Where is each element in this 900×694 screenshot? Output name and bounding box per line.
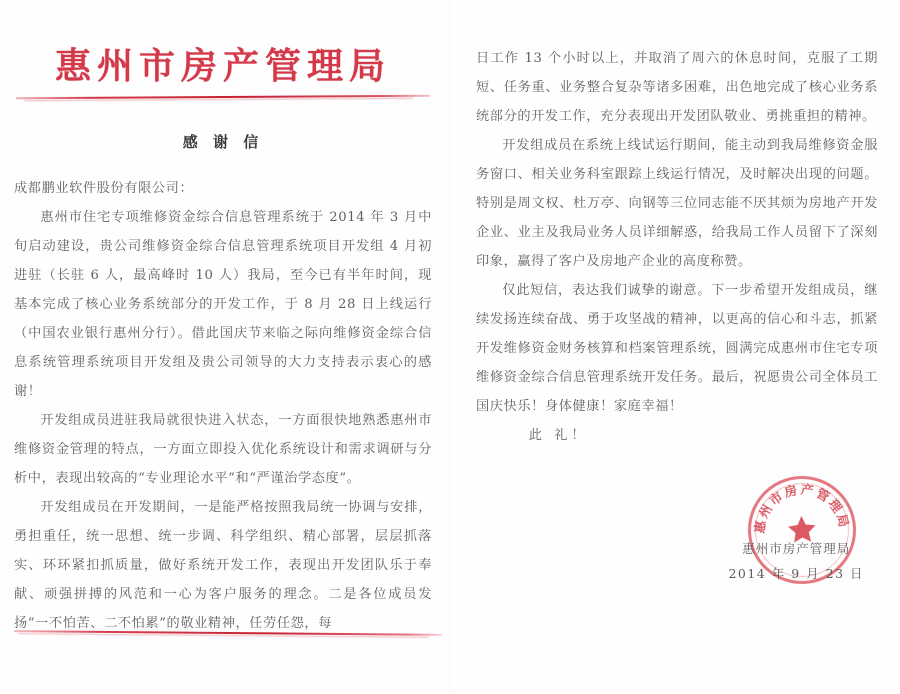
letterhead-organization: 惠州市房产管理局 (54, 45, 391, 87)
right-page (450, 0, 900, 694)
letterhead (14, 44, 432, 103)
closing-salutation: 此 礼！ (528, 428, 589, 443)
paragraph: 开发组成员进驻我局就很快进入状态，一方面很快地熟悉惠州市维修资金管理的特点，一方面立即投入优化系统设计和需求调研与分析中，表现出较高的“专业理论水平”和“严谨治学态度”。 (14, 413, 432, 486)
right-body-text (476, 44, 878, 450)
salutation: 成都鹏业软件股份有限公司： (14, 181, 194, 196)
seal-org-text: 惠州市房产管理局 (752, 482, 852, 535)
left-body-text (14, 174, 432, 638)
signature-block (476, 476, 878, 626)
signature-lines (728, 536, 864, 586)
document-title: 感 谢 信 (182, 133, 264, 151)
paragraph: 开发组成员在系统上线试运行期间，能主动到我局维修资金服务窗口、相关业务科室跟踪上线运行情况，及时解决出现的问题。特别是周文权、杜万亭、向钢等三位同志能不厌其烦为房地产开发企业、业主及我局业务人员详细解惑，给我局工作人员留下了深刻印象，赢得了客户及房地产企业的高度称赞。 (476, 138, 878, 269)
paragraph: 仅此短信，表达我们诚挚的谢意。下一步希望开发组成员，继续发扬连续奋战、勇于攻坚战的精神，以更高的信心和斗志，抓紧开发维修资金财务核算和档案管理系统，圆满完成惠州市住宅专项维修资金综合信息管理系统开发任务。最后，祝愿贵公司全体员工国庆快乐！身体健康！家庭幸福！ (476, 283, 878, 414)
paragraph: 开发组成员在开发期间，一是能严格按照我局统一协调与安排，勇担重任，统一思想、统一步调、科学组织、精心部署，层层抓落实、环环紧扣抓质量，做好系统开发工作，表现出开发团队乐于奉献、顽强拼搏的风范和一心为客户服务的理念。二是各位成员发扬“一不怕苦、二不怕累”的敬业精神，任劳任怨，每 (14, 500, 432, 631)
signing-date: 2014 年 9 月 23 日 (728, 566, 864, 581)
signing-organization: 惠州市房产管理局 (742, 541, 851, 556)
letterhead-divider (16, 93, 430, 103)
footer-divider (14, 630, 442, 638)
paragraph: 日工作 13 个小时以上，并取消了周六的休息时间，克服了工期短、任务重、业务整合复杂等诸多困难，出色地完成了核心业务系统部分的开发工作，充分表现出开发团队敬业、勇挑重担的精神。 (476, 51, 878, 124)
paragraph: 惠州市住宅专项维修资金综合信息管理系统于 2014 年 3 月中旬启动建设，贵公司维修资金综合信息管理系统项目开发组 4 月初进驻（长驻 6 人，最高峰时 10 人）我局，至今已有半年时间，现基本完成了核心业务系统部分的开发工作，于 8 月 28 日上线运行（中国农业银行惠州分行）。借此国庆节来临之际向维修资金综合信息系统管理系统项目开发组及贵公司领导的大力支持表示衷心的感谢！ (14, 210, 432, 399)
